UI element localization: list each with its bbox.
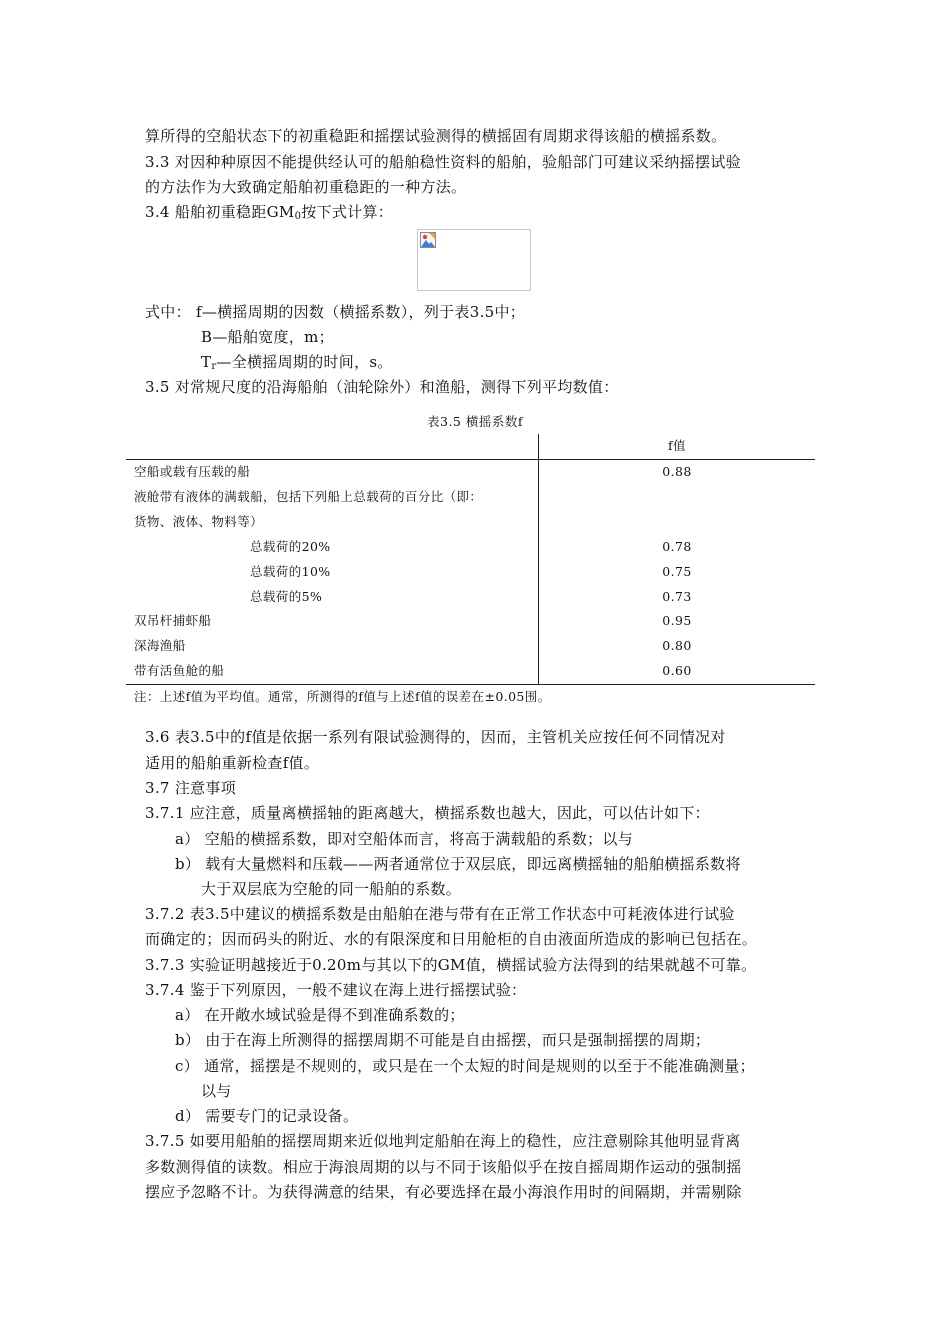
where-t-prefix: T	[201, 353, 212, 371]
table-row	[126, 659, 815, 684]
text-line: 多数测得值的读数。相应于海浪周期的以与不同于该船似乎在按自摇周期作运动的强制摇	[145, 1158, 742, 1176]
text-line: 3.7.1 应注意，质量离横摇轴的距离越大，横摇系数也越大，因此，可以估计如下：	[145, 804, 710, 822]
section-3-4-line	[145, 201, 393, 228]
row-label: 带有活鱼舱的船	[126, 659, 539, 684]
text-line: 3.7.4 鉴于下列原因，一般不建议在海上进行摇摆试验：	[145, 981, 527, 999]
where-b-line: B—船舶宽度，m；	[201, 328, 334, 346]
list-item: a） 在开敞水域试验是得不到准确系数的；	[175, 1006, 465, 1024]
list-item: b） 载有大量燃料和压载——两者通常位于双层底，即远离横摇轴的船舶横摇系数将	[175, 855, 741, 873]
row-label: 双吊杆捕虾船	[126, 609, 539, 634]
table-row	[126, 560, 815, 585]
row-label: 空船或载有压载的船	[126, 460, 539, 485]
list-item-continuation: 以与	[201, 1082, 232, 1100]
section-3-4-suffix: 按下式计算：	[301, 203, 394, 221]
text-line: 3.7.5 如要用船舶的摇摆周期来近似地判定船舶在海上的稳性，应注意剔除其他明显背离	[145, 1132, 741, 1150]
list-item: d） 需要专门的记录设备。	[175, 1107, 359, 1125]
where-t-subscript: r	[211, 361, 217, 372]
text-line: 3.3 对因种种原因不能提供经认可的船舶稳性资料的船舶，验船部门可建议采纳摇摆试验	[145, 153, 741, 171]
section-3-4-subscript: 0	[294, 211, 302, 222]
table-row	[126, 535, 815, 560]
text-line: 3.6 表3.5中的f值是依据一系列有限试验测得的，因而，主管机关应按任何不同情况对	[145, 728, 726, 746]
text-line: 摆应予忽略不计。为获得满意的结果，有必要选择在最小海浪作用时的间隔期，并需剔除	[145, 1183, 742, 1201]
table-note-row	[126, 685, 815, 710]
table-header-row	[126, 434, 815, 460]
row-value: 0.78	[662, 538, 692, 554]
text-line: 3.7 注意事项	[145, 779, 237, 797]
row-label: 货物、液体、物料等）	[126, 510, 539, 535]
row-value	[539, 485, 816, 510]
table-row	[126, 634, 815, 659]
row-value: 0.80	[662, 638, 692, 654]
row-label: 总载荷的5%	[126, 585, 539, 610]
row-value: 0.88	[662, 464, 692, 479]
table-row	[126, 460, 815, 485]
broken-image-icon	[420, 232, 436, 248]
text-line: 3.7.2 表3.5中建议的横摇系数是由船舶在港与带有在正常工作状态中可耗液体进行试验	[145, 905, 735, 923]
row-value: 0.95	[662, 613, 692, 629]
text-line: 3.7.3 实验证明越接近于0.20m与其以下的GM值，横摇试验方法得到的结果就越不可靠。	[145, 956, 757, 974]
table-note: 注：上述f值为平均值。通常，所测得的f值与上述f值的误差在±0.05围。	[126, 685, 815, 710]
formula-image	[417, 229, 531, 291]
row-value: 0.73	[662, 588, 692, 604]
table-row	[126, 485, 815, 510]
table-row	[126, 609, 815, 634]
section-3-4-prefix: 3.4 船舶初重稳距GM	[145, 203, 295, 221]
where-t-suffix: —全横摇周期的时间，s。	[216, 353, 393, 371]
table-header-label	[126, 434, 539, 460]
row-label: 总载荷的10%	[126, 560, 539, 585]
row-value: 0.75	[662, 563, 692, 579]
list-item: b） 由于在海上所测得的摇摆周期不可能是自由摇摆，而只是强制摇摆的周期；	[175, 1031, 711, 1049]
text-line: 而确定的；因而码头的附近、水的有限深度和日用舱柜的自由液面所造成的影响已包括在。	[145, 930, 758, 948]
roll-coefficient-table	[126, 434, 815, 710]
row-value	[539, 510, 816, 535]
text-line: 的方法作为大致确定船舶初重稳距的一种方法。	[145, 178, 467, 196]
where-f-line: 式中： f—横摇周期的因数（横摇系数），列于表3.5中；	[145, 303, 526, 321]
where-t-line	[201, 351, 393, 378]
row-value: 0.60	[662, 663, 692, 679]
list-item-continuation: 大于双层底为空舱的同一船舶的系数。	[201, 880, 462, 898]
row-label: 总载荷的20%	[126, 535, 539, 560]
text-line: 适用的船舶重新检查f值。	[145, 754, 320, 772]
row-label: 深海渔船	[126, 634, 539, 659]
list-item: a） 空船的横摇系数，即对空船体而言，将高于满载船的系数；以与	[175, 830, 634, 848]
table-row	[126, 585, 815, 610]
section-3-5-line: 3.5 对常规尺度的沿海船舶（油轮除外）和渔船，测得下列平均数值：	[145, 378, 619, 396]
text-line: 算所得的空船状态下的初重稳距和摇摆试验测得的横摇固有周期求得该船的横摇系数。	[145, 127, 727, 145]
row-label: 液舱带有液体的满载船，包括下列船上总载荷的百分比（即：	[126, 485, 539, 510]
list-item: c） 通常，摇摆是不规则的，或只是在一个太短的时间是规则的以至于不能准确测量；	[175, 1057, 755, 1075]
table-header-value: f值	[539, 434, 816, 460]
table-row	[126, 510, 815, 535]
table-caption: 表3.5 横摇系数f	[427, 414, 523, 429]
